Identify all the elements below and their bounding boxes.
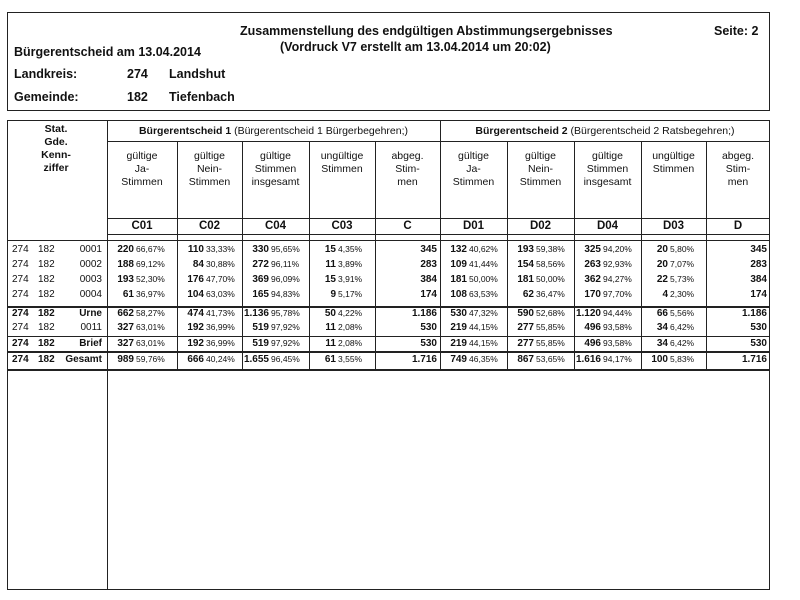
- grid-line: [7, 240, 770, 241]
- cell-value: 384: [750, 274, 767, 285]
- column-code: C03: [331, 220, 353, 232]
- cell-percent: 36,47%: [536, 289, 565, 299]
- cell-percent: 94,27%: [603, 274, 632, 284]
- cell-percent: 96,09%: [271, 274, 300, 284]
- column-header: gültige Nein- Stimmen: [519, 150, 562, 188]
- row-landkreis: 274: [12, 322, 29, 333]
- cell-value: 132: [450, 244, 467, 255]
- cell-percent: 58,56%: [536, 259, 565, 269]
- cell-value: 474: [187, 308, 204, 319]
- row-gemeinde: 182: [38, 308, 55, 319]
- cell-percent: 52,68%: [536, 308, 565, 318]
- cell-value: 272: [252, 259, 269, 270]
- cell-value: 170: [584, 289, 601, 300]
- gemeinde-number: 182: [127, 90, 148, 104]
- cell-percent: 5,17%: [338, 289, 363, 299]
- cell-percent: 63,01%: [136, 338, 165, 348]
- cell-value: 22: [656, 274, 668, 285]
- cell-value: 219: [450, 338, 467, 349]
- stat-header: Stat. Gde. Kenn- ziffer: [41, 123, 71, 174]
- cell-value: 362: [584, 274, 601, 285]
- cell-percent: 7,07%: [670, 259, 695, 269]
- cell-percent: 6,42%: [670, 338, 695, 348]
- cell-percent: 30,88%: [206, 259, 235, 269]
- cell-value: 165: [252, 289, 269, 300]
- cell-value: 283: [750, 259, 767, 270]
- cell-value: 749: [450, 354, 467, 365]
- column-header: ungültige Stimmen: [652, 150, 695, 175]
- cell-percent: 41,73%: [206, 308, 235, 318]
- cell-percent: 4,22%: [338, 308, 363, 318]
- cell-percent: 50,00%: [536, 274, 565, 284]
- cell-value: 1.716: [741, 354, 767, 365]
- cell-value: 1.616: [575, 354, 601, 365]
- cell-percent: 47,70%: [206, 274, 235, 284]
- cell-value: 345: [420, 244, 437, 255]
- row-id: Gesamt: [65, 354, 102, 365]
- grid-line: [7, 369, 770, 371]
- cell-value: 1.716: [411, 354, 437, 365]
- landkreis-name: Landshut: [169, 67, 226, 81]
- cell-value: 519: [252, 322, 269, 333]
- row-gemeinde: 182: [38, 274, 55, 285]
- cell-percent: 53,65%: [536, 354, 565, 364]
- cell-percent: 63,03%: [206, 289, 235, 299]
- cell-percent: 36,97%: [136, 289, 165, 299]
- cell-value: 496: [584, 338, 601, 349]
- cell-value: 277: [517, 338, 534, 349]
- cell-value: 15: [324, 274, 336, 285]
- cell-value: 666: [187, 354, 204, 365]
- cell-value: 867: [517, 354, 534, 365]
- column-header: abgeg. Stim- men: [391, 150, 424, 188]
- cell-value: 174: [420, 289, 437, 300]
- cell-percent: 3,91%: [338, 274, 363, 284]
- column-code: D02: [529, 220, 552, 232]
- cell-percent: 55,85%: [536, 322, 565, 332]
- cell-value: 277: [517, 322, 534, 333]
- group-header-2-detail: (Bürgerentscheid 2 Ratsbegehren;): [567, 125, 735, 137]
- cell-value: 34: [656, 322, 668, 333]
- cell-value: 496: [584, 322, 601, 333]
- cell-percent: 41,44%: [469, 259, 498, 269]
- cell-percent: 5,73%: [670, 274, 695, 284]
- cell-percent: 63,01%: [136, 322, 165, 332]
- cell-value: 34: [656, 338, 668, 349]
- row-gemeinde: 182: [38, 244, 55, 255]
- cell-value: 330: [252, 244, 269, 255]
- column-code: C: [403, 220, 412, 232]
- cell-percent: 6,42%: [670, 322, 695, 332]
- column-code: D01: [462, 220, 485, 232]
- cell-percent: 5,56%: [670, 308, 695, 318]
- row-gemeinde: 182: [38, 259, 55, 270]
- row-id: Brief: [79, 338, 102, 349]
- report-title: Zusammenstellung des endgültigen Abstimmungsergebnisses: [240, 24, 613, 38]
- cell-value: 62: [522, 289, 534, 300]
- cell-value: 181: [450, 274, 467, 285]
- row-gemeinde: 182: [38, 322, 55, 333]
- cell-value: 104: [187, 289, 204, 300]
- cell-percent: 96,45%: [271, 354, 300, 364]
- cell-value: 530: [420, 338, 437, 349]
- cell-percent: 4,35%: [338, 244, 363, 254]
- cell-value: 11: [325, 338, 336, 349]
- row-id: 0011: [80, 322, 102, 333]
- cell-value: 530: [450, 308, 467, 319]
- column-code: D04: [596, 220, 619, 232]
- cell-value: 176: [187, 274, 204, 285]
- cell-percent: 36,99%: [206, 322, 235, 332]
- cell-value: 1.186: [411, 308, 437, 319]
- row-landkreis: 274: [12, 244, 29, 255]
- cell-value: 66: [656, 308, 668, 319]
- gemeinde-name: Tiefenbach: [169, 90, 235, 104]
- row-id: 0004: [79, 289, 102, 300]
- cell-percent: 52,30%: [136, 274, 165, 284]
- cell-value: 345: [750, 244, 767, 255]
- cell-value: 110: [187, 244, 204, 255]
- row-landkreis: 274: [12, 289, 29, 300]
- grid-line: [107, 141, 770, 142]
- row-landkreis: 274: [12, 259, 29, 270]
- cell-percent: 40,62%: [469, 244, 498, 254]
- column-header: gültige Nein- Stimmen: [188, 150, 231, 188]
- cell-percent: 97,92%: [271, 322, 300, 332]
- cell-value: 263: [584, 259, 601, 270]
- cell-value: 327: [117, 338, 134, 349]
- cell-value: 11: [325, 259, 336, 270]
- column-header: gültige Ja- Stimmen: [452, 150, 495, 188]
- report-subtitle: (Vordruck V7 erstellt am 13.04.2014 um 20:02): [280, 40, 551, 54]
- cell-percent: 94,17%: [603, 354, 632, 364]
- cell-percent: 40,24%: [206, 354, 235, 364]
- cell-value: 384: [420, 274, 437, 285]
- cell-percent: 94,83%: [271, 289, 300, 299]
- row-landkreis: 274: [12, 274, 29, 285]
- cell-percent: 66,67%: [136, 244, 165, 254]
- cell-percent: 97,92%: [271, 338, 300, 348]
- row-id: 0002: [79, 259, 102, 270]
- cell-percent: 94,44%: [603, 308, 632, 318]
- cell-value: 530: [750, 338, 767, 349]
- cell-percent: 3,55%: [338, 354, 363, 364]
- row-id: 0003: [79, 274, 102, 285]
- cell-percent: 44,15%: [469, 338, 498, 348]
- cell-value: 1.186: [741, 308, 767, 319]
- cell-percent: 36,99%: [206, 338, 235, 348]
- row-landkreis: 274: [12, 354, 29, 365]
- column-header: abgeg. Stim- men: [721, 150, 755, 188]
- cell-percent: 93,58%: [603, 322, 632, 332]
- grid-line: [107, 234, 770, 235]
- cell-percent: 5,83%: [670, 354, 695, 364]
- cell-value: 1.655: [243, 354, 269, 365]
- cell-value: 20: [656, 244, 668, 255]
- cell-value: 15: [324, 244, 336, 255]
- cell-percent: 59,76%: [136, 354, 165, 364]
- cell-value: 662: [117, 308, 134, 319]
- group-header-2-bold: Bürgerentscheid 2: [475, 125, 568, 137]
- row-landkreis: 274: [12, 308, 29, 319]
- cell-value: 192: [187, 338, 204, 349]
- cell-percent: 3,89%: [338, 259, 363, 269]
- cell-percent: 47,32%: [469, 308, 498, 318]
- cell-value: 530: [420, 322, 437, 333]
- cell-value: 20: [656, 259, 668, 270]
- cell-value: 519: [252, 338, 269, 349]
- cell-value: 1.136: [243, 308, 269, 319]
- cell-value: 100: [651, 354, 668, 365]
- cell-value: 369: [252, 274, 269, 285]
- cell-value: 50: [324, 308, 336, 319]
- cell-percent: 97,70%: [603, 289, 632, 299]
- cell-percent: 55,85%: [536, 338, 565, 348]
- cell-value: 9: [330, 289, 336, 300]
- cell-value: 108: [450, 289, 467, 300]
- gemeinde-label: Gemeinde:: [14, 90, 79, 104]
- referendum-date: Bürgerentscheid am 13.04.2014: [14, 45, 201, 59]
- cell-percent: 58,27%: [136, 308, 165, 318]
- group-header-1: [107, 125, 440, 137]
- grid-line: [107, 218, 770, 219]
- cell-value: 989: [117, 354, 134, 365]
- row-gemeinde: 182: [38, 338, 55, 349]
- cell-percent: 95,65%: [271, 244, 300, 254]
- column-code: C04: [264, 220, 287, 232]
- cell-percent: 59,38%: [536, 244, 565, 254]
- row-gemeinde: 182: [38, 354, 55, 365]
- column-code: C02: [198, 220, 221, 232]
- row-landkreis: 274: [12, 338, 29, 349]
- cell-percent: 95,78%: [271, 308, 300, 318]
- landkreis-label: Landkreis:: [14, 67, 78, 81]
- cell-percent: 93,58%: [603, 338, 632, 348]
- cell-percent: 2,08%: [338, 322, 363, 332]
- cell-value: 11: [325, 322, 336, 333]
- column-header: gültige Stimmen insgesamt: [583, 150, 632, 188]
- group-header-1-bold: Bürgerentscheid 1: [138, 125, 232, 137]
- cell-percent: 94,20%: [603, 244, 632, 254]
- cell-percent: 44,15%: [469, 322, 498, 332]
- cell-value: 174: [750, 289, 767, 300]
- cell-value: 590: [517, 308, 534, 319]
- row-id: 0001: [79, 244, 102, 255]
- cell-value: 154: [517, 259, 534, 270]
- landkreis-number: 274: [127, 67, 148, 81]
- group-header-2: [440, 125, 770, 137]
- column-header: ungültige Stimmen: [320, 150, 364, 175]
- column-code: D: [733, 220, 743, 232]
- cell-percent: 5,80%: [670, 244, 695, 254]
- cell-value: 1.120: [575, 308, 601, 319]
- cell-percent: 46,35%: [469, 354, 498, 364]
- page-number: Seite: 2: [714, 24, 759, 38]
- cell-value: 325: [584, 244, 601, 255]
- cell-value: 61: [324, 354, 336, 365]
- cell-percent: 63,53%: [469, 289, 498, 299]
- column-code: D03: [662, 220, 685, 232]
- cell-percent: 2,30%: [670, 289, 695, 299]
- cell-value: 4: [662, 289, 668, 300]
- cell-percent: 69,12%: [136, 259, 165, 269]
- cell-value: 219: [450, 322, 467, 333]
- group-header-1-detail: (Bürgerentscheid 1 Bürgerbegehren;): [231, 125, 409, 137]
- cell-percent: 96,11%: [271, 259, 300, 269]
- cell-value: 193: [117, 274, 134, 285]
- row-id: Urne: [79, 308, 102, 319]
- cell-value: 61: [122, 289, 134, 300]
- cell-percent: 92,93%: [603, 259, 632, 269]
- cell-percent: 50,00%: [469, 274, 498, 284]
- cell-value: 84: [192, 259, 204, 270]
- cell-value: 327: [117, 322, 134, 333]
- cell-value: 181: [517, 274, 534, 285]
- cell-value: 220: [117, 244, 134, 255]
- cell-value: 109: [450, 259, 467, 270]
- row-gemeinde: 182: [38, 289, 55, 300]
- cell-percent: 2,08%: [338, 338, 363, 348]
- cell-value: 192: [187, 322, 204, 333]
- column-header: gültige Ja- Stimmen: [121, 150, 163, 188]
- cell-value: 530: [750, 322, 767, 333]
- cell-value: 188: [117, 259, 134, 270]
- cell-value: 283: [420, 259, 437, 270]
- cell-percent: 33,33%: [206, 244, 235, 254]
- column-code: C01: [131, 220, 153, 232]
- column-header: gültige Stimmen insgesamt: [251, 150, 300, 188]
- cell-value: 193: [517, 244, 534, 255]
